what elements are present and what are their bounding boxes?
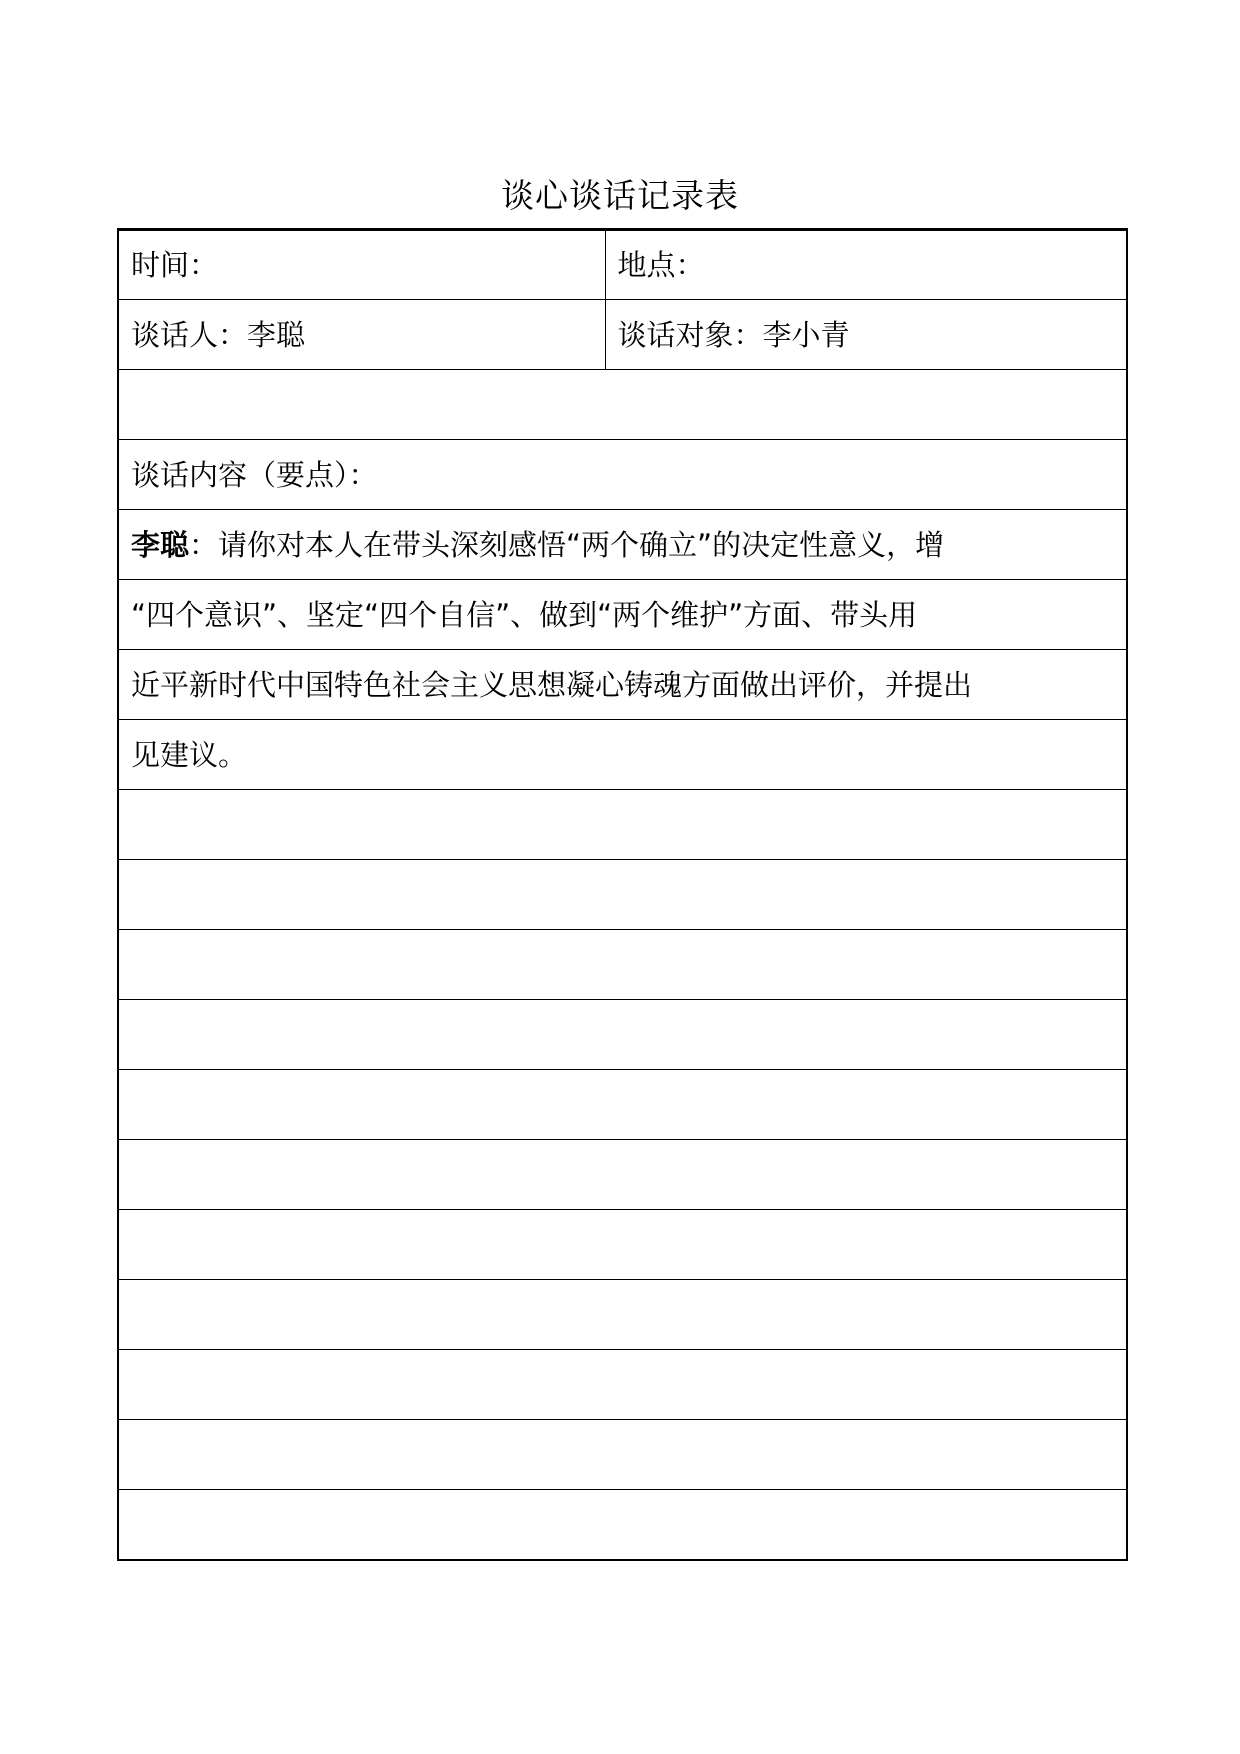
place-field: 地点： [605, 230, 1127, 300]
table-row [118, 1490, 1127, 1560]
content-line-2: “四个意识”、坚定“四个自信”、做到“两个维护”方面、带头用 [118, 580, 1127, 650]
content-line-1 [118, 510, 1127, 580]
table-row [118, 440, 1127, 510]
blank-row [118, 790, 1127, 860]
table-row [118, 1420, 1127, 1490]
blank-row [118, 370, 1127, 440]
table-row [118, 510, 1127, 580]
blank-row [118, 1070, 1127, 1140]
content-line-1-text: ：请你对本人在带头深刻感悟“两个确立”的决定性意义，增 [189, 527, 945, 562]
blank-row [118, 930, 1127, 1000]
blank-row [118, 860, 1127, 930]
blank-row [118, 1210, 1127, 1280]
content-line-3: 近平新时代中国特色社会主义思想凝心铸魂方面做出评价，并提出 [118, 650, 1127, 720]
time-field: 时间： [118, 230, 605, 300]
record-table [117, 228, 1128, 1561]
table-row [118, 860, 1127, 930]
table-row [118, 370, 1127, 440]
talker-field: 谈话人：李聪 [118, 300, 605, 370]
blank-row [118, 1490, 1127, 1560]
blank-row [118, 1350, 1127, 1420]
table-row [118, 1070, 1127, 1140]
table-row [118, 790, 1127, 860]
content-line-4: 见建议。 [118, 720, 1127, 790]
table-row [118, 580, 1127, 650]
table-row [118, 720, 1127, 790]
table-row [118, 1350, 1127, 1420]
table-row [118, 1280, 1127, 1350]
table-row [118, 1210, 1127, 1280]
blank-row [118, 1280, 1127, 1350]
blank-row [118, 1000, 1127, 1070]
table-row [118, 300, 1127, 370]
table-row [118, 1140, 1127, 1210]
talk-target-field: 谈话对象：李小青 [605, 300, 1127, 370]
blank-row [118, 1140, 1127, 1210]
page-title: 谈心谈话记录表 [501, 176, 739, 215]
content-section-label: 谈话内容（要点）： [118, 440, 1127, 510]
table-row [118, 230, 1127, 300]
blank-row [118, 1420, 1127, 1490]
table-row [118, 930, 1127, 1000]
table-row [118, 650, 1127, 720]
table-row [118, 1000, 1127, 1070]
speaker-name: 李聪 [131, 527, 190, 562]
